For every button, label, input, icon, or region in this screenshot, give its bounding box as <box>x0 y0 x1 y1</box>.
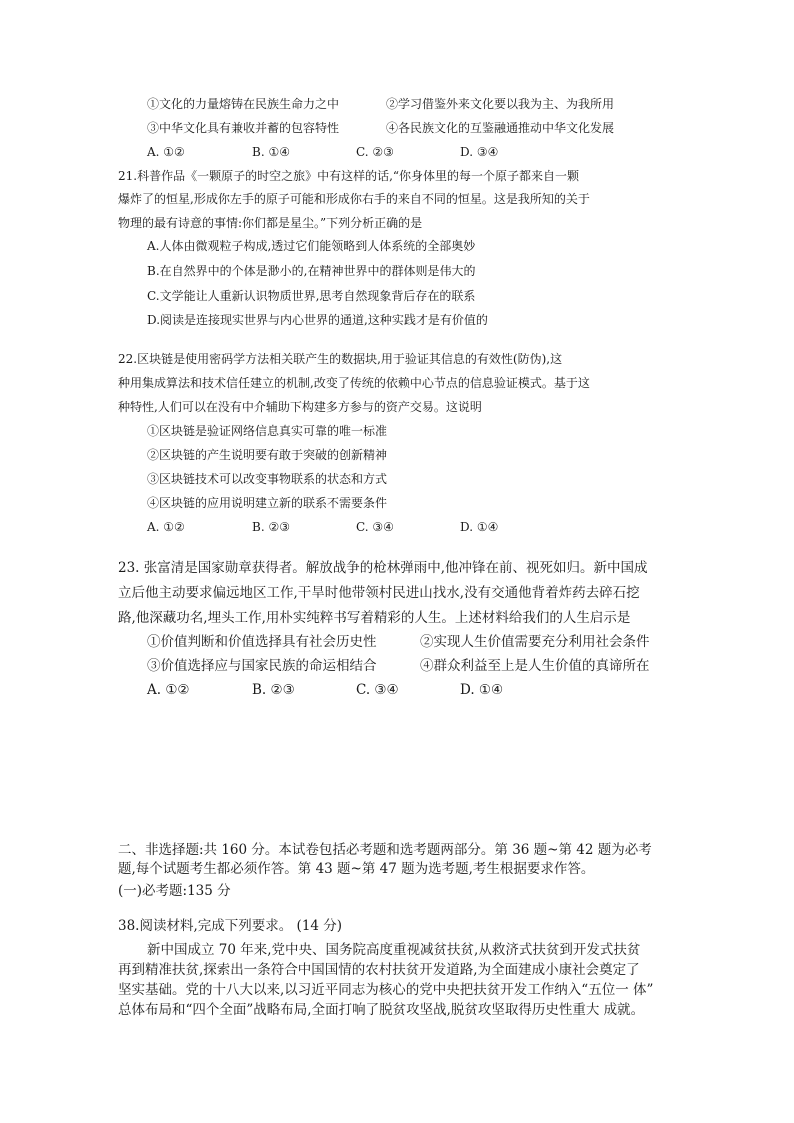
q20-item-3: ③中华文化具有兼收并蓄的包容特性 <box>147 121 340 135</box>
q20-option-c: C. ②③ <box>356 145 394 159</box>
q38-para-line-2: 再到精准扶贫,探索出一条符合中国国情的农村扶贫开发道路,为全面建成小康社会奠定了 <box>118 962 640 978</box>
q38-para-line-1: 新中国成立 70 年来,党中央、国务院高度重视减贫扶贫,从救济式扶贫到开发式扶贫 <box>147 942 641 958</box>
q23-stem-line-1: 23. 张富清是国家勋章获得者。解放战争的枪林弹雨中,他冲锋在前、视死如归。新中国成 <box>118 560 648 576</box>
q23-option-a: A. ①② <box>147 682 190 698</box>
q21-option-a: A.人体由微观粒子构成,透过它们能领略到人体系统的全部奥妙 <box>147 239 476 253</box>
q22-option-d: D. ①④ <box>460 520 499 534</box>
q23-stem-line-2: 立后他主动要求偏远地区工作,干旱时他带领村民进山找水,没有交通他背着炸药去碎石挖 <box>118 585 640 601</box>
q22-item-1: ①区块链是验证网络信息真实可靠的唯一标准 <box>147 424 388 438</box>
q22-item-4: ④区块链的应用说明建立新的联系不需要条件 <box>147 496 388 510</box>
section2-line-1: 二、非选择题:共 160 分。本试卷包括必考题和选考题两部分。第 36 题~第 42 题为必考 <box>118 842 652 858</box>
q22-option-c: C. ③④ <box>356 520 394 534</box>
q22-item-3: ③区块链技术可以改变事物联系的状态和方式 <box>147 472 388 486</box>
q20-item-1: ①文化的力量熔铸在民族生命力之中 <box>147 97 340 111</box>
q21-option-b: B.在自然界中的个体是渺小的,在精神世界中的群体则是伟大的 <box>147 264 476 278</box>
q21-option-d: D.阅读是连接现实世界与内心世界的通道,这种实践才是有价值的 <box>147 313 488 327</box>
q23-item-2: ②实现人生价值需要充分利用社会条件 <box>420 634 650 650</box>
q22-item-2: ②区块链的产生说明要有敢于突破的创新精神 <box>147 448 388 462</box>
q23-item-1: ①价值判断和价值选择具有社会历史性 <box>147 634 377 650</box>
q20-option-b: B. ①④ <box>252 145 290 159</box>
q23-option-d: D. ①④ <box>460 682 504 698</box>
q22-option-a: A. ①② <box>147 520 185 534</box>
q23-item-3: ③价值选择应与国家民族的命运相结合 <box>147 658 377 674</box>
q20-option-d: D. ③④ <box>460 145 499 159</box>
q20-option-a: A. ①② <box>147 145 185 159</box>
q22-stem-line-3: 种特性,人们可以在没有中介辅助下构建多方参与的资产交易。这说明 <box>118 400 482 414</box>
q22-stem-line-1: 22.区块链是使用密码学方法相关联产生的数据块,用于验证其信息的有效性(防伪),这 <box>118 352 563 366</box>
section2-subheading: (一)必考题:135 分 <box>118 883 231 899</box>
q23-option-c: C. ③④ <box>356 682 399 698</box>
q38-heading: 38.阅读材料,完成下列要求。 (14 分) <box>118 918 343 934</box>
section2-line-2: 题,每个试题考生都必须作答。第 43 题~第 47 题为选考题,考生根据要求作答。 <box>118 861 595 877</box>
q20-item-4: ④各民族文化的互鉴融通推动中华文化发展 <box>386 121 615 135</box>
q21-stem-line-2: 爆炸了的恒星,形成你左手的原子可能和形成你右手的来自不同的恒星。这是我所知的关于 <box>118 192 590 206</box>
q38-para-line-3: 坚实基础。党的十八大以来,以习近平同志为核心的党中央把扶贫开发工作纳入“五位一 体” <box>118 982 654 998</box>
q21-option-c: C.文学能让人重新认识物质世界,思考自然现象背后存在的联系 <box>147 289 476 303</box>
q22-stem-line-2: 种用集成算法和技术信任建立的机制,改变了传统的依赖中心节点的信息验证模式。基于这 <box>118 376 590 390</box>
q20-item-2: ②学习借鉴外来文化要以我为主、为我所用 <box>386 97 615 111</box>
q21-stem-line-3: 物理的最有诗意的事情:你们都是星尘。”下列分析正确的是 <box>118 216 423 230</box>
q21-stem-line-1: 21.科普作品《一颗原子的时空之旅》中有这样的话,“你身体里的每一个原子都来自一颗 <box>118 169 580 183</box>
q38-para-line-4: 总体布局和“四个全面”战略布局,全面打响了脱贫攻坚战,脱贫攻坚取得历史性重大 成就。 <box>118 1002 645 1018</box>
q23-option-b: B. ②③ <box>252 682 295 698</box>
q23-stem-line-3: 路,他深藏功名,埋头工作,用朴实纯粹书写着精彩的人生。上述材料给我们的人生启示是 <box>118 610 631 626</box>
q23-item-4: ④群众利益至上是人生价值的真谛所在 <box>420 658 650 674</box>
q22-option-b: B. ②③ <box>252 520 290 534</box>
